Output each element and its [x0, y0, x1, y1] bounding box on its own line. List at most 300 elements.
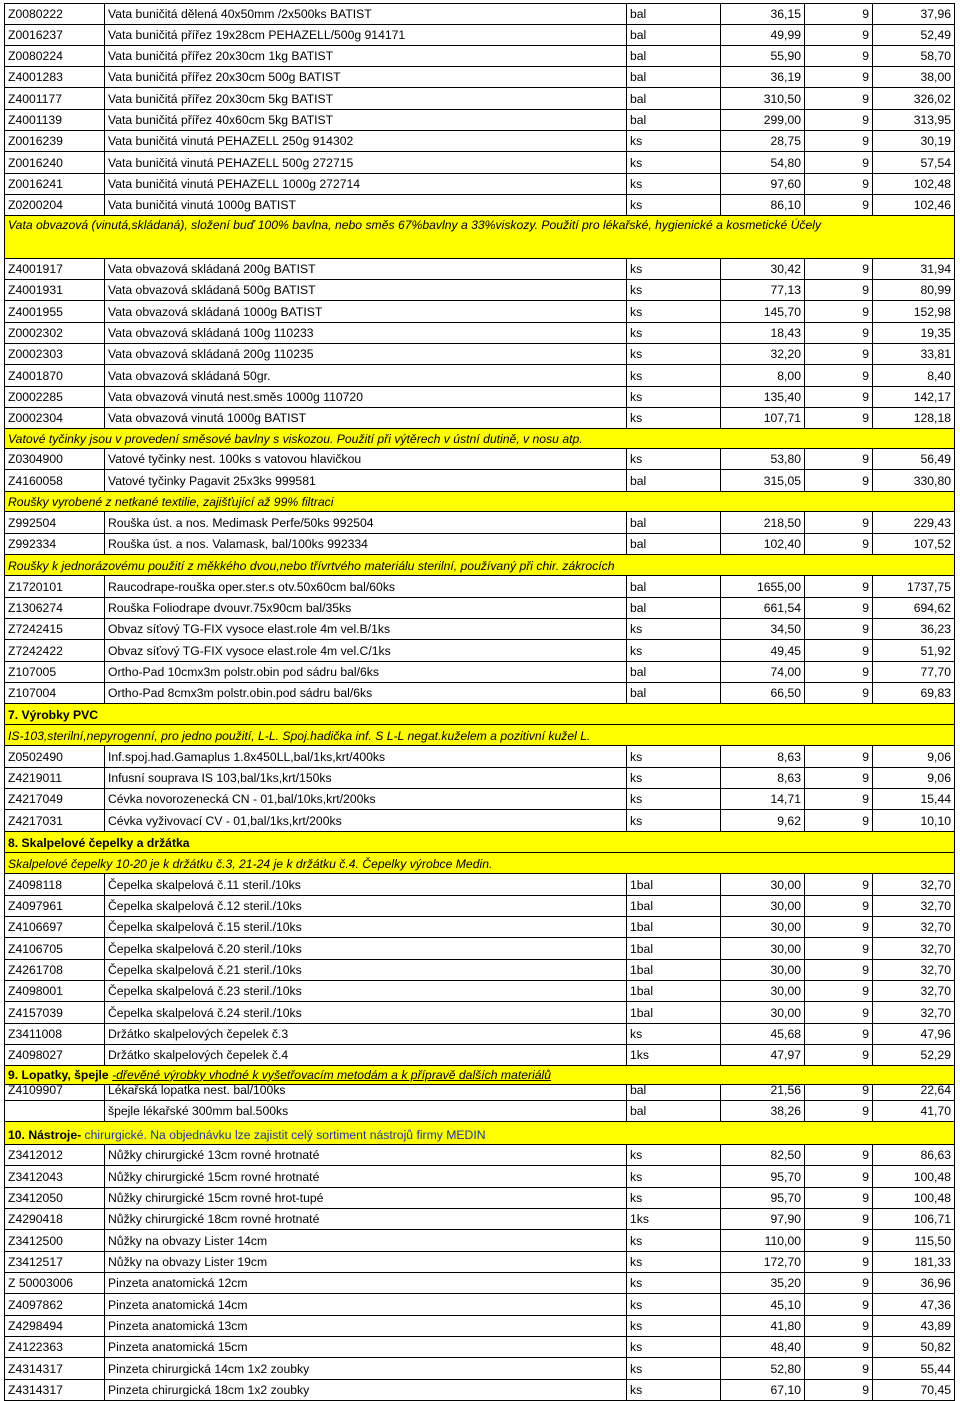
- product-name: [105, 131, 627, 151]
- product-name-text: Vata buničitá vinutá PEHAZELL 250g 914302: [108, 133, 354, 148]
- product-vat-text: 9: [862, 1361, 869, 1376]
- product-name: [105, 1101, 627, 1121]
- product-code-text: Z4261708: [8, 962, 63, 977]
- section-header-row: [4, 1066, 955, 1085]
- product-vat: [805, 195, 873, 215]
- section-header: [5, 832, 954, 852]
- product-total-text: 31,94: [920, 261, 951, 276]
- table-row: [4, 1209, 955, 1230]
- product-name-text: Nůžky chirurgické 15cm rovné hrot-tupé: [108, 1190, 324, 1205]
- product-code: [5, 387, 105, 407]
- product-total: [873, 365, 954, 386]
- product-code-text: Z0016239: [8, 133, 63, 148]
- product-code-text: Z4001931: [8, 282, 63, 297]
- product-code-text: Z4098118: [8, 877, 62, 892]
- product-total: [873, 1358, 954, 1379]
- product-code: [5, 1230, 105, 1251]
- product-code: [5, 1166, 105, 1187]
- product-code-text: Z4314317: [8, 1382, 63, 1397]
- product-vat-text: 9: [862, 197, 869, 212]
- product-price: [721, 576, 805, 597]
- table-row: [4, 365, 955, 387]
- product-code: [5, 1316, 105, 1336]
- product-vat: [805, 960, 873, 980]
- product-vat-text: 9: [862, 1047, 869, 1062]
- product-unit: [627, 938, 721, 959]
- product-name-text: Ortho-Pad 8cmx3m polstr.obin.pod sádru bal/6ks: [108, 685, 373, 700]
- product-total-text: 100,48: [913, 1190, 951, 1205]
- product-price-text: 30,00: [770, 877, 801, 892]
- product-price: [721, 470, 805, 491]
- product-code: [5, 917, 105, 937]
- product-name: [105, 46, 627, 66]
- product-unit: [627, 67, 721, 87]
- product-total-text: 30,19: [920, 133, 951, 148]
- product-unit: [627, 152, 721, 173]
- product-name-text: Vata buničitá přířez 19x28cm PEHAZELL/500g 914171: [108, 27, 406, 42]
- product-code-text: Z4217031: [8, 813, 63, 828]
- product-total: [873, 640, 954, 661]
- product-price-text: 30,00: [770, 898, 801, 913]
- product-unit-text: ks: [630, 1169, 643, 1184]
- product-price: [721, 746, 805, 767]
- product-price-text: 97,60: [770, 176, 801, 191]
- product-price: [721, 662, 805, 682]
- product-vat-text: 9: [862, 579, 869, 594]
- product-vat: [805, 25, 873, 45]
- table-row: [4, 1316, 955, 1337]
- product-unit-text: ks: [630, 368, 643, 383]
- table-row: [4, 1101, 955, 1122]
- product-unit: [627, 981, 721, 1001]
- section-header-text: -dřevěné výrobky vhodné k vyšetřovacím metodám a k přípravě dalších materiálů: [112, 1067, 552, 1082]
- product-name-text: Ortho-Pad 10cmx3m polstr.obin pod sádru bal/6ks: [108, 664, 379, 679]
- product-total-text: 47,96: [920, 1026, 951, 1041]
- table-row: [4, 1358, 955, 1380]
- product-vat-text: 9: [862, 664, 869, 679]
- product-code: [5, 1380, 105, 1400]
- product-total-text: 22,64: [920, 1085, 951, 1097]
- product-name: [105, 88, 627, 109]
- product-total: [873, 25, 954, 45]
- product-vat-text: 9: [862, 410, 869, 425]
- product-total-text: 32,70: [920, 877, 951, 892]
- product-name: [105, 1252, 627, 1272]
- product-name-text: Vata obvazová skládaná 100g 110233: [108, 325, 314, 340]
- product-total-text: 19,35: [920, 325, 951, 340]
- product-code-text: Z992504: [8, 515, 57, 530]
- product-vat: [805, 387, 873, 407]
- product-price: [721, 88, 805, 109]
- product-price-text: 34,50: [770, 621, 801, 636]
- table-row: [4, 576, 955, 598]
- product-total-text: 9,06: [927, 770, 951, 785]
- product-code: [5, 1294, 105, 1315]
- product-vat-text: 9: [862, 515, 869, 530]
- product-unit-text: bal: [630, 1103, 647, 1118]
- product-price: [721, 1045, 805, 1065]
- product-vat: [805, 768, 873, 788]
- product-name: [105, 174, 627, 194]
- product-unit: [627, 598, 721, 618]
- product-vat: [805, 1273, 873, 1293]
- product-code: [5, 301, 105, 322]
- product-unit: [627, 4, 721, 24]
- product-code-text: Z0016237: [8, 27, 63, 42]
- product-price-text: 86,10: [770, 197, 801, 212]
- table-row: [4, 746, 955, 768]
- product-total: [873, 88, 954, 109]
- product-code-text: Z7242415: [8, 621, 63, 636]
- product-unit: [627, 1316, 721, 1336]
- table-row: [4, 938, 955, 960]
- product-unit-text: ks: [630, 389, 643, 404]
- product-unit-text: 1ks: [630, 1211, 649, 1226]
- product-total: [873, 1085, 954, 1100]
- product-unit-text: ks: [630, 304, 643, 319]
- table-row: [4, 683, 955, 704]
- product-total: [873, 1002, 954, 1023]
- product-vat-text: 9: [862, 451, 869, 466]
- product-code-text: Z4098027: [8, 1047, 63, 1062]
- product-unit: [627, 768, 721, 788]
- product-code: [5, 344, 105, 364]
- product-vat: [805, 323, 873, 343]
- product-price-text: 77,13: [770, 282, 801, 297]
- product-total: [873, 619, 954, 639]
- product-unit: [627, 323, 721, 343]
- product-code-text: Z4001955: [8, 304, 63, 319]
- product-unit-text: 1bal: [630, 941, 654, 956]
- product-price: [721, 174, 805, 194]
- product-code-text: Z4106697: [8, 919, 63, 934]
- product-name-text: Pinzeta chirurgická 14cm 1x2 zoubky: [108, 1361, 310, 1376]
- product-name-text: Vata buničitá vinutá PEHAZELL 500g 272715: [108, 155, 354, 170]
- table-row: [4, 640, 955, 662]
- table-row: [4, 1024, 955, 1045]
- product-code: [5, 88, 105, 109]
- product-name-text: Vata obvazová vinutá 1000g BATIST: [108, 410, 307, 425]
- product-price: [721, 1024, 805, 1044]
- product-total-text: 58,70: [920, 48, 951, 63]
- product-unit-text: ks: [630, 133, 643, 148]
- section-header-title: 9. Lopatky, špejle: [8, 1067, 113, 1082]
- product-total-text: 36,23: [920, 621, 951, 636]
- product-price-text: 30,00: [770, 962, 801, 977]
- product-unit-text: bal: [630, 112, 647, 127]
- product-unit: [627, 640, 721, 661]
- product-unit: [627, 810, 721, 831]
- product-total-text: 52,49: [920, 27, 951, 42]
- product-name-text: Čepelka skalpelová č.20 steril./10ks: [108, 941, 302, 956]
- product-unit: [627, 683, 721, 703]
- product-unit-text: ks: [630, 621, 643, 636]
- product-name-text: Nůžky chirurgické 15cm rovné hrotnaté: [108, 1169, 320, 1184]
- product-name: [105, 683, 627, 703]
- product-unit: [627, 280, 721, 300]
- product-name: [105, 1294, 627, 1315]
- product-unit: [627, 110, 721, 130]
- product-price: [721, 874, 805, 895]
- product-vat: [805, 917, 873, 937]
- product-vat: [805, 512, 873, 533]
- product-name: [105, 746, 627, 767]
- product-total-text: 142,17: [913, 389, 951, 404]
- product-name-text: Vata obvazová skládaná 50gr.: [108, 368, 271, 383]
- section-header-text: Skalpelové čepelky 10-20 je k držátku č.3, 21-24 je k držátku č.4. Čepelky výrobce Medin.: [8, 856, 493, 871]
- product-unit-text: ks: [630, 1190, 643, 1205]
- product-code-text: Z4001917: [8, 261, 63, 276]
- product-vat: [805, 1166, 873, 1187]
- product-total: [873, 67, 954, 87]
- product-vat-text: 9: [862, 473, 869, 488]
- product-vat: [805, 344, 873, 364]
- product-code-text: Z4109907: [8, 1085, 63, 1097]
- product-unit: [627, 470, 721, 491]
- product-code-text: Z4217049: [8, 791, 63, 806]
- product-total-text: 32,70: [920, 1005, 951, 1020]
- product-price: [721, 46, 805, 66]
- product-name-text: Inf.spoj.had.Gamaplus 1.8x450LL,bal/1ks,krt/400ks: [108, 749, 386, 764]
- product-vat: [805, 1252, 873, 1272]
- product-price-text: 102,40: [763, 536, 801, 551]
- product-code: [5, 1337, 105, 1357]
- section-header: [5, 853, 954, 873]
- product-name-text: Vata buničitá přířez 40x60cm 5kg BATIST: [108, 112, 334, 127]
- product-code: [5, 323, 105, 343]
- product-total: [873, 1252, 954, 1272]
- product-unit: [627, 259, 721, 279]
- product-name: [105, 938, 627, 959]
- product-vat: [805, 152, 873, 173]
- section-header-row: [4, 555, 955, 576]
- product-name-text: Čepelka skalpelová č.23 steril./10ks: [108, 983, 302, 998]
- product-code: [5, 1045, 105, 1065]
- product-price: [721, 301, 805, 322]
- product-unit: [627, 1024, 721, 1044]
- product-price: [721, 981, 805, 1001]
- product-vat-text: 9: [862, 1005, 869, 1020]
- product-code: [5, 280, 105, 300]
- section-header-text: chirurgické. Na objednávku lze zajistit celý sortiment nástrojů firmy MEDIN: [84, 1127, 486, 1142]
- product-name-text: Cévka novorozenecká CN - 01,bal/10ks,krt/200ks: [108, 791, 376, 806]
- product-name-text: Nůžky na obvazy Lister 19cm: [108, 1254, 268, 1269]
- product-vat-text: 9: [862, 1297, 869, 1312]
- product-total: [873, 449, 954, 469]
- product-price: [721, 640, 805, 661]
- product-total-text: 77,70: [920, 664, 951, 679]
- product-unit: [627, 1380, 721, 1400]
- product-code: [5, 110, 105, 130]
- product-unit: [627, 874, 721, 895]
- product-total: [873, 344, 954, 364]
- product-vat: [805, 1002, 873, 1023]
- product-name: [105, 365, 627, 386]
- section-header: [5, 725, 954, 745]
- product-unit: [627, 344, 721, 364]
- product-price-text: 135,40: [763, 389, 801, 404]
- product-code: [5, 619, 105, 639]
- product-total-text: 107,52: [913, 536, 951, 551]
- product-vat-text: 9: [862, 1233, 869, 1248]
- product-total: [873, 152, 954, 173]
- product-name: [105, 598, 627, 618]
- product-vat-text: 9: [862, 685, 869, 700]
- product-price-text: 38,26: [770, 1103, 801, 1118]
- product-unit-text: bal: [630, 27, 647, 42]
- product-name: [105, 387, 627, 407]
- product-price: [721, 1230, 805, 1251]
- product-price: [721, 917, 805, 937]
- section-header-row: [4, 216, 955, 259]
- product-name-text: Obvaz síťový TG-FIX vysoce elast.role 4m vel.C/1ks: [108, 643, 391, 658]
- product-unit: [627, 1358, 721, 1379]
- product-vat: [805, 598, 873, 618]
- table-row: [4, 323, 955, 344]
- product-unit: [627, 195, 721, 215]
- product-unit: [627, 1209, 721, 1229]
- product-price-text: 53,80: [770, 451, 801, 466]
- table-row: [4, 3, 955, 25]
- product-name: [105, 981, 627, 1001]
- product-price: [721, 1209, 805, 1229]
- product-code: [5, 874, 105, 895]
- table-row: [4, 67, 955, 88]
- product-total: [873, 1024, 954, 1044]
- product-vat: [805, 1209, 873, 1229]
- product-unit: [627, 365, 721, 386]
- product-code-text: Z4122363: [8, 1339, 63, 1354]
- section-header: [5, 492, 954, 511]
- product-code: [5, 259, 105, 279]
- product-name-text: Obvaz síťový TG-FIX vysoce elast.role 4m vel.B/1ks: [108, 621, 391, 636]
- product-name: [105, 344, 627, 364]
- product-code-text: Z4001870: [8, 368, 63, 383]
- product-code: [5, 746, 105, 767]
- product-vat-text: 9: [862, 346, 869, 361]
- section-header-row: [4, 725, 955, 746]
- product-name-text: Pinzeta anatomická 15cm: [108, 1339, 248, 1354]
- product-code: [5, 1273, 105, 1293]
- product-total-text: 32,70: [920, 962, 951, 977]
- product-price-text: 45,68: [770, 1026, 801, 1041]
- product-vat-text: 9: [862, 176, 869, 191]
- table-row: [4, 810, 955, 832]
- product-price: [721, 1166, 805, 1187]
- table-row: [4, 789, 955, 810]
- product-vat-text: 9: [862, 962, 869, 977]
- product-unit-text: ks: [630, 176, 643, 191]
- product-code: [5, 152, 105, 173]
- product-total-text: 43,89: [920, 1318, 951, 1333]
- product-total-text: 8,40: [927, 368, 951, 383]
- product-code-text: Z107005: [8, 664, 57, 679]
- product-price: [721, 195, 805, 215]
- section-header-row: [4, 429, 955, 449]
- product-code: [5, 1085, 105, 1100]
- product-total-text: 1737,75: [906, 579, 951, 594]
- product-vat: [805, 1294, 873, 1315]
- product-vat-text: 9: [862, 621, 869, 636]
- product-total: [873, 896, 954, 916]
- product-name-text: Čepelka skalpelová č.11 steril./10ks: [108, 877, 301, 892]
- product-unit-text: 1bal: [630, 877, 654, 892]
- product-code: [5, 960, 105, 980]
- product-vat: [805, 1380, 873, 1400]
- product-total: [873, 174, 954, 194]
- product-name: [105, 1024, 627, 1044]
- section-header-text: Vata obvazová (vinutá,skládaná), složení buď 100% bavlna, nebo směs 67%bavlny a 33%viskozy. Použití pro lékařské, hygienické a kosmetické Účely: [8, 218, 822, 232]
- product-price-text: 54,80: [770, 155, 801, 170]
- product-unit: [627, 25, 721, 45]
- product-code: [5, 896, 105, 916]
- product-vat: [805, 1188, 873, 1208]
- product-unit: [627, 896, 721, 916]
- table-row: [4, 344, 955, 365]
- product-total: [873, 874, 954, 895]
- product-name: [105, 280, 627, 300]
- product-code-text: Z0080222: [8, 6, 63, 21]
- product-code-text: Z3411008: [8, 1026, 62, 1041]
- product-code: [5, 1002, 105, 1023]
- product-vat-text: 9: [862, 898, 869, 913]
- table-row: [4, 301, 955, 323]
- product-price: [721, 67, 805, 87]
- product-unit-text: ks: [630, 261, 643, 276]
- product-name-text: Vata buničitá dělená 40x50mm /2x500ks BATIST: [108, 6, 372, 21]
- section-header-text: Vatové tyčinky jsou v provedení směsové bavlny s viskozou. Použití při výtěrech v ústní dutině, v nosu atp.: [8, 431, 583, 446]
- product-total-text: 37,96: [920, 6, 951, 21]
- product-unit: [627, 387, 721, 407]
- product-vat: [805, 874, 873, 895]
- product-total: [873, 981, 954, 1001]
- product-total: [873, 4, 954, 24]
- product-price-text: 107,71: [763, 410, 801, 425]
- product-code: [5, 195, 105, 215]
- table-row: [4, 1230, 955, 1252]
- product-code: [5, 576, 105, 597]
- table-row: [4, 1337, 955, 1358]
- product-unit: [627, 1045, 721, 1065]
- product-name: [105, 1045, 627, 1065]
- product-total-text: 326,02: [913, 91, 951, 106]
- product-name: [105, 1002, 627, 1023]
- table-row: [4, 408, 955, 429]
- product-unit-text: ks: [630, 749, 643, 764]
- product-unit-text: bal: [630, 600, 647, 615]
- product-name: [105, 1380, 627, 1400]
- product-vat-text: 9: [862, 643, 869, 658]
- product-price-text: 14,71: [770, 791, 801, 806]
- product-name: [105, 323, 627, 343]
- product-name-text: Vata obvazová skládaná 200g BATIST: [108, 261, 316, 276]
- product-price: [721, 1002, 805, 1023]
- product-total: [873, 1209, 954, 1229]
- product-total: [873, 470, 954, 491]
- product-code-text: Z4290418: [8, 1211, 63, 1226]
- product-vat-text: 9: [862, 325, 869, 340]
- product-total-text: 36,96: [920, 1275, 951, 1290]
- product-vat-text: 9: [862, 282, 869, 297]
- product-name-text: Nůžky na obvazy Lister 14cm: [108, 1233, 268, 1248]
- section-header-row: [4, 832, 955, 853]
- product-vat: [805, 810, 873, 831]
- product-unit-text: ks: [630, 282, 643, 297]
- product-vat: [805, 110, 873, 130]
- product-name: [105, 960, 627, 980]
- product-code: [5, 534, 105, 554]
- product-vat-text: 9: [862, 112, 869, 127]
